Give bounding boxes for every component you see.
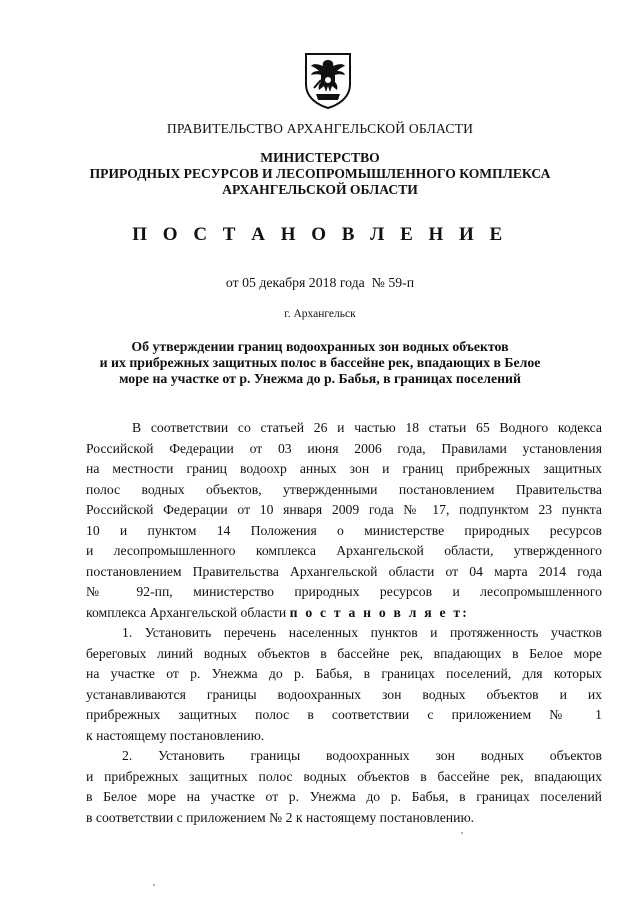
item2-line: в Белое море на участке от р. Унежма до р. Бабья, в границах поселений xyxy=(86,789,602,804)
document-number: № 59-п xyxy=(371,275,415,290)
item1-line: прибрежных защитных полос в соответствии с приложением № 1 xyxy=(86,707,602,722)
intro-line: полос водных объектов, утвержденными постановлением Правительства xyxy=(86,481,602,497)
intro-line: В соответствии со статьей 26 и частью 18 статьи 65 Водного кодекса xyxy=(132,420,602,435)
item1-line: устанавливаются границы водоохранных зон водных объектов и их xyxy=(86,686,602,702)
item2-line: в соответствии с приложением № 2 к настоящему постановлению. xyxy=(86,809,475,825)
item1-line: 1. Установить перечень населенных пунктов и протяженность участков xyxy=(122,625,602,640)
date-number-line xyxy=(0,275,640,291)
document-subject xyxy=(0,339,640,387)
scan-speck xyxy=(461,832,463,834)
item1-line: к настоящему постановлению. xyxy=(86,727,265,743)
item2-line: 2. Установить границы водоохранных зон водных объектов xyxy=(122,748,602,763)
intro-line: Российской Федерации от 10 января 2009 года № 17, подпунктом 23 пункта xyxy=(86,502,602,517)
intro-line: Российской Федерации от 03 июня 2006 года, Правилами установления xyxy=(86,440,602,456)
intro-closing-line xyxy=(86,603,602,624)
document-type: П О С Т А Н О В Л Е Н И Е xyxy=(132,224,508,245)
document-city: г. Архангельск xyxy=(284,308,356,320)
document-date: от 05 декабря 2018 года xyxy=(225,275,365,290)
item1-line: на участке от р. Унежма до р. Бабья, в границах поселений, для которых xyxy=(86,666,602,681)
archangel-coat-of-arms-icon xyxy=(302,50,354,110)
item1-line: береговых линий водных объектов в бассейне рек, впадающих в Белое море xyxy=(86,645,602,661)
ministry-line: ПРИРОДНЫХ РЕСУРСОВ И ЛЕСОПРОМЫШЛЕННОГО КОМПЛЕКСА xyxy=(89,166,551,181)
subject-line: Об утверждении границ водоохранных зон водных объектов xyxy=(131,339,509,354)
scan-speck xyxy=(153,884,155,886)
intro-line: 10 и пунктом 14 Положения о министерстве природных ресурсов xyxy=(86,522,602,538)
ministry-line: АРХАНГЕЛЬСКОЙ ОБЛАСТИ xyxy=(222,182,418,197)
intro-line: постановлением Правительства Архангельской области от 04 марта 2014 года xyxy=(86,563,602,579)
item2-line: и прибрежных защитных полос водных объектов в бассейне рек, впадающих xyxy=(86,768,602,784)
document-body xyxy=(86,418,602,828)
ministry-line: МИНИСТЕРСТВО xyxy=(260,150,380,165)
resolves-word: п о с т а н о в л я е т: xyxy=(289,604,470,620)
subject-line: море на участке от р. Унежма до р. Бабья, в границах поселений xyxy=(119,371,521,386)
intro-line: на местности границ водоохр анных зон и границ прибрежных защитных xyxy=(86,461,602,476)
organization-name: ПРАВИТЕЛЬСТВО АРХАНГЕЛЬСКОЙ ОБЛАСТИ xyxy=(166,121,474,136)
subject-line: и их прибрежных защитных полос в бассейне рек, впадающих в Белое xyxy=(99,355,541,370)
ministry-name xyxy=(0,150,640,198)
intro-closing-text: комплекса Архангельской области xyxy=(86,604,287,620)
intro-line: № 92-пп, министерство природных ресурсов и лесопромышленного xyxy=(86,584,602,599)
intro-line: и лесопромышленного комплекса Архангельской области, утвержденного xyxy=(86,543,602,558)
